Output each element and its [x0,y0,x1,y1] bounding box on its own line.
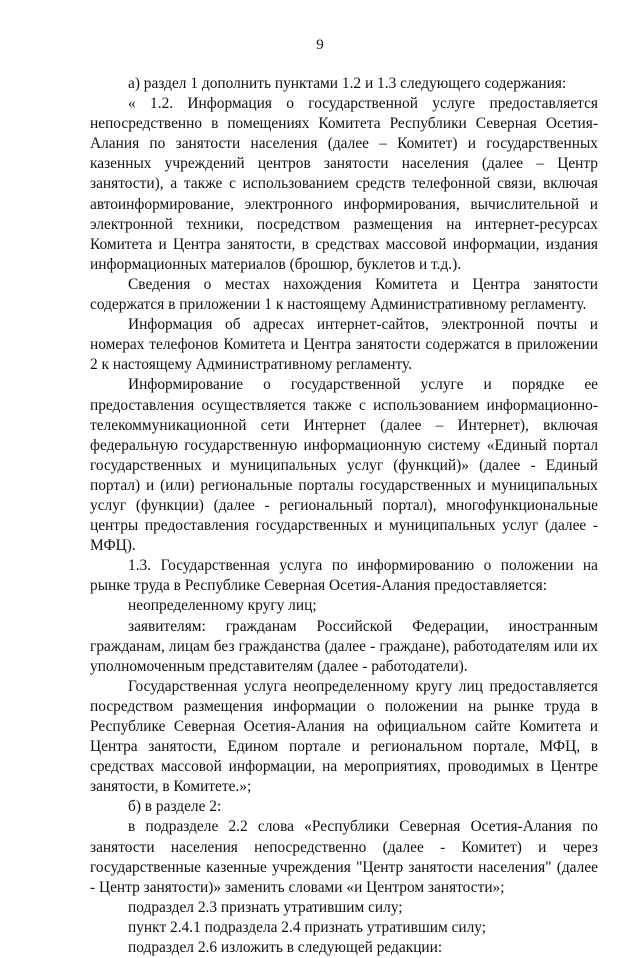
paragraph-internet-informing: Информирование о государственной услуге и порядке ее предоставления осуществляется также с использованием информационно-телекоммуникационной сети Интернет (далее – Интернет), включая федеральную государственную информационную систему «Единый портал государственных и муниципальных услуг (функций)» (далее - Единый портал) и (или) региональные порталы государственных и муниципальных услуг (функции) (далее - региональный портал), многофункциональные центры предоставления государственных и муниципальных услуг (далее - МФЦ). [90,376,598,555]
paragraph-subsection-2-2: в подразделе 2.2 слова «Республики Северная Осетия-Алания по занятости населения непосредственно (далее - Комитет) и через государственные казенные учреждения "Центр занятости населения" (далее - Центр занятости)» заменить словами «и Центром занятости»; [90,818,598,896]
document-body [90,74,598,958]
paragraph-subsection-2-6: подраздел 2.6 изложить в следующей редакции: [128,939,443,957]
paragraph-1-2-information: « 1.2. Информация о государственной услуге предоставляется непосредственно в помещениях Комитета Республики Северная Осетия-Алания по занятости населения (далее – Комитет) и государственных казенных учреждений центров занятости населения (далее – Центр занятости), а также с использованием средств телефонной связи, включая автоинформирование, электронного информирования, вычислительной и электронной техники, посредством размещения на интернет-ресурсах Комитета и Центра занятости, в средствах массовой информации, издания информационных материалов (брошюр, буклетов и т.д.). [90,95,598,273]
paragraph-locations: Сведения о местах нахождения Комитета и Центра занятости содержатся в приложении 1 к настоящему Административному регламенту. [90,275,598,314]
paragraph-indefinite-circle: неопределенному кругу лиц; [128,597,317,615]
paragraph-service-provision: Государственная услуга неопределенному кругу лиц предоставляется посредством размещения информации о положении на рынке труда в Республике Северная Осетия-Алания на официальном сайте Комитета и Центра занятости, Едином портале и региональном портале, МФЦ, в средствах массовой информации, на мероприятиях, проводимых в Центре занятости, в Комитете.»; [90,677,598,796]
paragraph-contacts: Информация об адресах интернет-сайтов, электронной почты и номерах телефонов Комитета и Центра занятости содержатся в приложении 2 к настоящему Административному регламенту. [90,316,598,374]
paragraph-1-3-service: 1.3. Государственная услуга по информированию о положении на рынке труда в Республике Северная Осетия-Алания предоставляется: [90,557,598,595]
paragraph-item-2-4-1: пункт 2.4.1 подраздела 2.4 признать утратившим силу; [128,918,487,936]
paragraph-applicants: заявителям: гражданам Российской Федерации, иностранным гражданам, лицам без гражданства (далее - граждане), работодателям или их уполномоченным представителям (далее - работодатели). [90,617,598,675]
paragraph-section-1-amendment: а) раздел 1 дополнить пунктами 1.2 и 1.3 следующего содержания: [128,75,567,92]
page-number: 9 [316,37,324,53]
paragraph-subsection-2-3: подраздел 2.3 признать утратившим силу; [128,898,403,916]
paragraph-section-2: б) в разделе 2: [128,798,222,816]
